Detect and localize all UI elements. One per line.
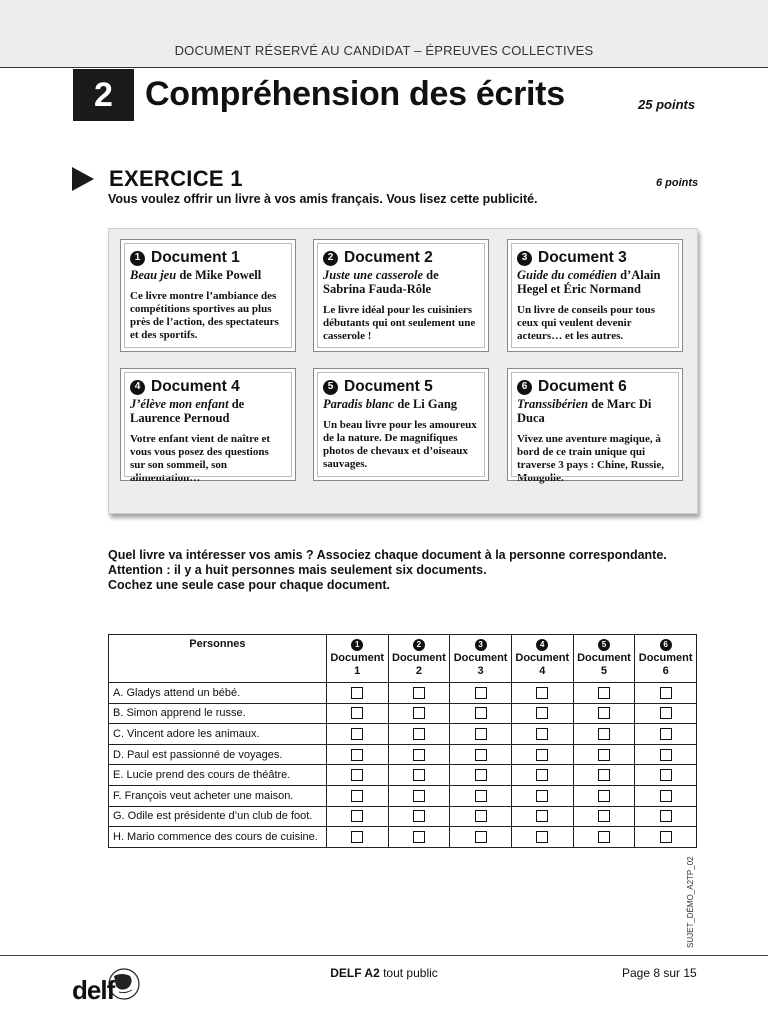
answer-checkbox[interactable] [413,831,425,843]
answer-cell [573,785,635,806]
answer-cell [388,806,450,827]
answer-checkbox[interactable] [660,769,672,781]
person-label: C. Vincent adore les animaux. [109,724,327,745]
answer-checkbox[interactable] [598,728,610,740]
candidate-notice: DOCUMENT RÉSERVÉ AU CANDIDAT – ÉPREUVES COLLECTIVES [174,43,594,58]
answer-checkbox[interactable] [660,810,672,822]
exam-name: DELF A2 [330,966,380,980]
exercise-points: 6 points [656,177,699,189]
answer-checkbox[interactable] [413,728,425,740]
document-heading [130,250,286,266]
document-code: SUJET_DÉMO_A2TP_02 [686,856,695,948]
answer-checkbox[interactable] [536,790,548,802]
answer-checkbox[interactable] [536,769,548,781]
document-heading [323,250,479,266]
document-card-2 [313,239,489,352]
book-description: Un beau livre pour les amoureux de la nature. De magnifiques photos de chevaux et d’oiseaux sauvages. [323,419,477,470]
section-points: 25 points [638,97,696,112]
book-reference [130,397,286,425]
answer-cell [511,806,573,827]
book-author: de Laurence Pernoud [130,397,245,425]
person-label: E. Lucie prend des cours de théâtre. [109,765,327,786]
answer-checkbox[interactable] [660,728,672,740]
answer-checkbox[interactable] [413,810,425,822]
document-name: Document 4 [151,378,240,395]
document-column-header [388,635,450,683]
column-index: 4 [539,664,546,677]
answer-checkbox[interactable] [351,687,363,699]
exercise-title: EXERCICE 1 [109,166,243,191]
column-number-badge: 4 [536,639,548,651]
book-description: Le livre idéal pour les cuisiniers débutants qui ont seulement une casserole ! [323,304,476,342]
document-name: Document 3 [538,249,627,266]
answer-cell [450,703,512,724]
table-row [109,744,697,765]
column-index: 3 [477,664,484,677]
answer-cell [573,683,635,704]
answer-cell [573,806,635,827]
table-row [109,806,697,827]
table-row [109,827,697,848]
answer-cell [326,806,388,827]
answer-checkbox[interactable] [598,707,610,719]
document-column-header [511,635,573,683]
answer-cell [326,744,388,765]
column-label: Document [515,651,570,664]
answer-checkbox[interactable] [351,831,363,843]
document-heading [323,379,479,395]
answer-checkbox[interactable] [413,790,425,802]
answer-cell [635,765,697,786]
answer-cell [450,765,512,786]
column-label: Document [392,651,446,664]
answer-checkbox[interactable] [536,707,548,719]
column-index: 1 [354,664,361,677]
document-column-header [450,635,512,683]
book-author: d’Alain Hegel et Éric Normand [517,268,661,296]
document-number-badge: 2 [323,251,338,266]
answer-checkbox[interactable] [598,810,610,822]
answer-checkbox[interactable] [413,707,425,719]
answer-cell [450,827,512,848]
document-number-badge: 6 [517,380,532,395]
answer-checkbox[interactable] [660,831,672,843]
answer-cell [635,683,697,704]
section-number: 2 [73,69,134,121]
exercise-intro: Vous voulez offrir un livre à vos amis français. Vous lisez cette publicité. [108,192,538,206]
answer-checkbox[interactable] [351,707,363,719]
answer-cell [388,785,450,806]
answer-checkbox[interactable] [660,687,672,699]
answer-checkbox[interactable] [475,687,487,699]
document-card-6 [507,368,683,484]
column-number-badge: 1 [351,639,363,651]
answer-cell [511,765,573,786]
answer-cell [388,827,450,848]
answer-cell [635,724,697,745]
document-column-header [326,635,388,683]
answer-cell [326,827,388,848]
answer-checkbox[interactable] [598,831,610,843]
answer-cell [573,703,635,724]
column-label: Document [638,651,693,664]
answer-checkbox[interactable] [351,728,363,740]
book-reference [517,397,673,425]
question-line: Cochez une seule case pour chaque document. [108,578,391,592]
column-number-badge: 6 [660,639,672,651]
document-number-badge: 4 [130,380,145,395]
book-author: de Mike Powell [176,268,262,282]
document-heading [517,250,673,266]
answer-grid [108,634,697,848]
document-card-1 [120,239,296,352]
answer-cell [326,724,388,745]
document-heading [130,379,286,395]
document-heading [517,379,673,395]
answer-checkbox[interactable] [660,749,672,761]
document-number-badge: 5 [323,380,338,395]
answer-checkbox[interactable] [536,687,548,699]
answer-cell [573,827,635,848]
answer-checkbox[interactable] [475,728,487,740]
book-reference [517,268,673,296]
answer-checkbox[interactable] [536,749,548,761]
book-reference [323,397,479,411]
document-name: Document 6 [538,378,627,395]
answer-cell [635,785,697,806]
book-description: Vivez une aventure magique, à bord de ce train unique qui traverse 3 pays : Chine, Russie, Mongolie. [517,433,664,484]
answer-cell [450,724,512,745]
answer-cell [450,744,512,765]
answer-cell [635,703,697,724]
answer-checkbox[interactable] [475,831,487,843]
person-label: A. Gladys attend un bébé. [109,683,327,704]
answer-checkbox[interactable] [598,790,610,802]
answer-cell [326,765,388,786]
document-card-3 [507,239,683,352]
person-label: B. Simon apprend le russe. [109,703,327,724]
answer-cell [635,827,697,848]
top-banner [0,0,768,68]
column-index: 2 [415,664,422,677]
answer-checkbox[interactable] [413,687,425,699]
book-title: Juste une casserole [323,268,423,282]
document-column-header [635,635,697,683]
answer-checkbox[interactable] [351,749,363,761]
answer-cell [388,744,450,765]
answer-checkbox[interactable] [351,810,363,822]
answer-checkbox[interactable] [598,687,610,699]
book-title: Paradis blanc [323,397,395,411]
persons-header: Personnes [109,635,327,683]
column-label: Document [330,651,385,664]
answer-checkbox[interactable] [475,769,487,781]
answer-cell [635,744,697,765]
column-number-badge: 5 [598,639,610,651]
answer-cell [511,724,573,745]
table-row [109,683,697,704]
answer-checkbox[interactable] [475,707,487,719]
answer-cell [388,703,450,724]
answer-checkbox[interactable] [475,749,487,761]
answer-cell [450,683,512,704]
answer-cell [573,744,635,765]
column-index: 5 [600,664,608,677]
question-line: Quel livre va intéresser vos amis ? Associez chaque document à la personne correspondante. [108,548,667,562]
answer-cell [388,683,450,704]
document-card-4 [120,368,296,484]
question-instructions [108,548,667,593]
document-name: Document 5 [344,378,433,395]
answer-checkbox[interactable] [598,749,610,761]
answer-cell [511,683,573,704]
question-line: Attention : il y a huit personnes mais seulement six documents. [108,563,487,577]
answer-checkbox[interactable] [598,769,610,781]
book-author: de Marc Di Duca [517,397,652,425]
answer-cell [450,806,512,827]
answer-cell [326,703,388,724]
book-author: de Li Gang [394,397,458,411]
answer-cell [326,683,388,704]
answer-checkbox[interactable] [413,769,425,781]
column-index: 6 [662,664,669,677]
book-reference [130,268,286,282]
delf-logo-text: delf [72,975,115,1005]
document-number-badge: 3 [517,251,532,266]
answer-cell [326,785,388,806]
answer-checkbox[interactable] [475,810,487,822]
answer-checkbox[interactable] [536,831,548,843]
answer-cell [388,765,450,786]
table-row [109,724,697,745]
document-name: Document 1 [151,249,240,266]
table-row [109,785,697,806]
column-number-badge: 2 [413,639,425,651]
answer-checkbox[interactable] [351,790,363,802]
document-column-header [573,635,635,683]
answer-cell [573,724,635,745]
answer-checkbox[interactable] [475,790,487,802]
person-label: D. Paul est passionné de voyages. [109,744,327,765]
answer-cell [511,785,573,806]
document-card-5 [313,368,489,481]
table-row [109,765,697,786]
column-label: Document [453,651,508,664]
answer-checkbox[interactable] [536,728,548,740]
book-description: Ce livre montre l’ambiance des compétitions sportives au plus près de l’action, des spectateurs et des sportifs. [130,290,279,341]
answer-cell [388,724,450,745]
answer-checkbox[interactable] [660,707,672,719]
column-label: Document [577,651,631,664]
book-description: Un livre de conseils pour tous ceux qui veulent devenir acteurs… et les autres. [517,304,656,342]
answer-checkbox[interactable] [351,769,363,781]
advertisement-board [108,228,698,514]
answer-checkbox[interactable] [660,790,672,802]
answer-cell [635,806,697,827]
answer-cell [511,703,573,724]
answer-checkbox[interactable] [536,810,548,822]
book-title: Transsibérien [517,397,589,411]
book-description: Votre enfant vient de naître et vous vous posez des questions sur son sommeil, son alimentation… [130,433,271,484]
column-number-badge: 3 [475,639,487,651]
book-title: J’élève mon enfant [130,397,229,411]
footer-divider [0,955,768,956]
section-title: Compréhension des écrits [145,75,565,113]
person-label: F. François veut acheter une maison. [109,785,327,806]
person-label: G. Odile est présidente d’un club de foot. [109,806,327,827]
answer-cell [511,744,573,765]
answer-cell [511,827,573,848]
book-reference [323,268,479,296]
book-title: Beau jeu [130,268,177,282]
play-arrow-icon [72,167,94,191]
person-label: H. Mario commence des cours de cuisine. [109,827,327,848]
document-number-badge: 1 [130,251,145,266]
answer-checkbox[interactable] [413,749,425,761]
exam-audience: tout public [379,966,438,980]
book-title: Guide du comédien [517,268,617,282]
book-author: de Sabrina Fauda-Rôle [323,268,439,296]
answer-cell [573,765,635,786]
document-name: Document 2 [344,249,433,266]
answer-cell [450,785,512,806]
table-row [109,703,697,724]
page-number: Page 8 sur 15 [622,966,697,980]
